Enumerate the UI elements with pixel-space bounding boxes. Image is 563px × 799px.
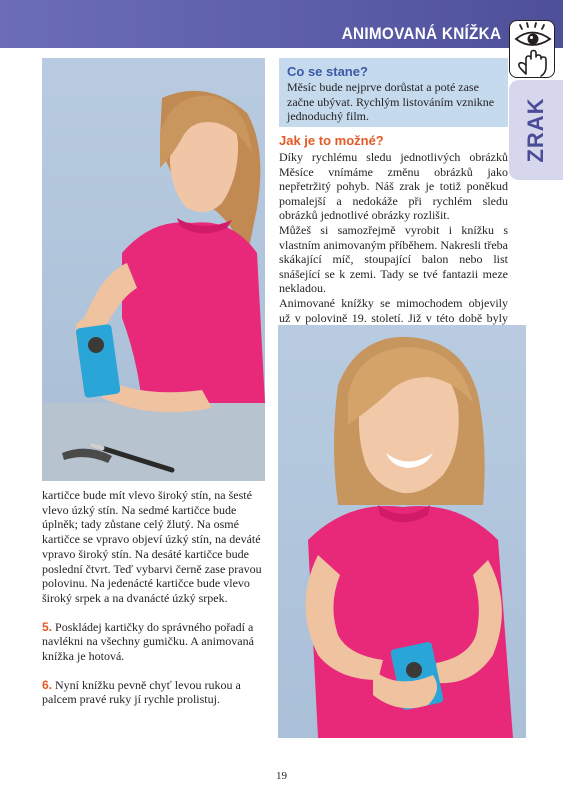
info-box bbox=[279, 58, 508, 127]
explanation-section bbox=[279, 133, 508, 340]
explanation-paragraph: Animované knížky se mimochodem objevily už v polovině 19. století. Již v této době byly bbox=[279, 295, 508, 325]
explanation-title: Jak je to možné? bbox=[279, 133, 384, 148]
explanation-paragraph: Díky rychlému sledu jednotlivých obrázků Měsíce vnímáme změnu obrázků jako nepřetržitý pohyb. Náš zrak je totiž poněkud pomalejší a nedokáže při rychlém sledu obrázků jednotlivé obrázky rozlišit. bbox=[279, 150, 508, 223]
photo-girl-holding-flipbook bbox=[42, 58, 265, 481]
box-text: Měsíc bude nejprve dorůstat a poté zase začne ubývat. Rychlým listováním vznikne jednoduchý film. bbox=[287, 80, 495, 123]
photo-girl-flipping-book bbox=[278, 325, 526, 738]
step-number: 6. bbox=[42, 677, 53, 692]
box-title: Co se stane? bbox=[287, 64, 368, 79]
section-tab bbox=[509, 80, 563, 180]
instructions-continuation: kartičce bude mít vlevo široký stín, na šesté vlevo úzký stín. Na sedmé kartičce bude úplněk; tady zůstane celý žlutý. Na osmé kartičce se vpravo objeví úzký stín, na deváté vpravo široký stín. Na desáté kartičce bude poslední čtvrt. Teď vybarvi černě zase pravou polovinu. Na jedenácté kartičce bude vlevo široký srpek a na dvanácté úzký srpek. bbox=[42, 488, 262, 605]
step-text: Poskládej kartičky do správného pořadí a navlékni na všechny gumičku. A animovaná knížka je hotová. bbox=[42, 619, 254, 664]
instructions bbox=[42, 488, 267, 707]
step-number: 5. bbox=[42, 619, 53, 634]
explanation-paragraph: Můžeš si samozřejmě vyrobit i knížku s vlastním animovaným příběhem. Nakresli třeba skákající míč, stoupající balon nebo list snášející se k zemi. Tady se tvé fantazii meze nekladou. bbox=[279, 222, 508, 296]
step-6 bbox=[42, 678, 267, 707]
section-tab-label: ZRAK bbox=[523, 97, 548, 163]
step-text: Nyní knížku pevně chyť levou rukou a palcem pravé ruky jí rychle prolistuj. bbox=[42, 677, 241, 707]
page-number: 19 bbox=[276, 770, 287, 782]
step-5 bbox=[42, 620, 267, 664]
page-title: ANIMOVANÁ KNÍŽKA bbox=[341, 24, 501, 43]
eye-hand-icon bbox=[509, 20, 555, 78]
